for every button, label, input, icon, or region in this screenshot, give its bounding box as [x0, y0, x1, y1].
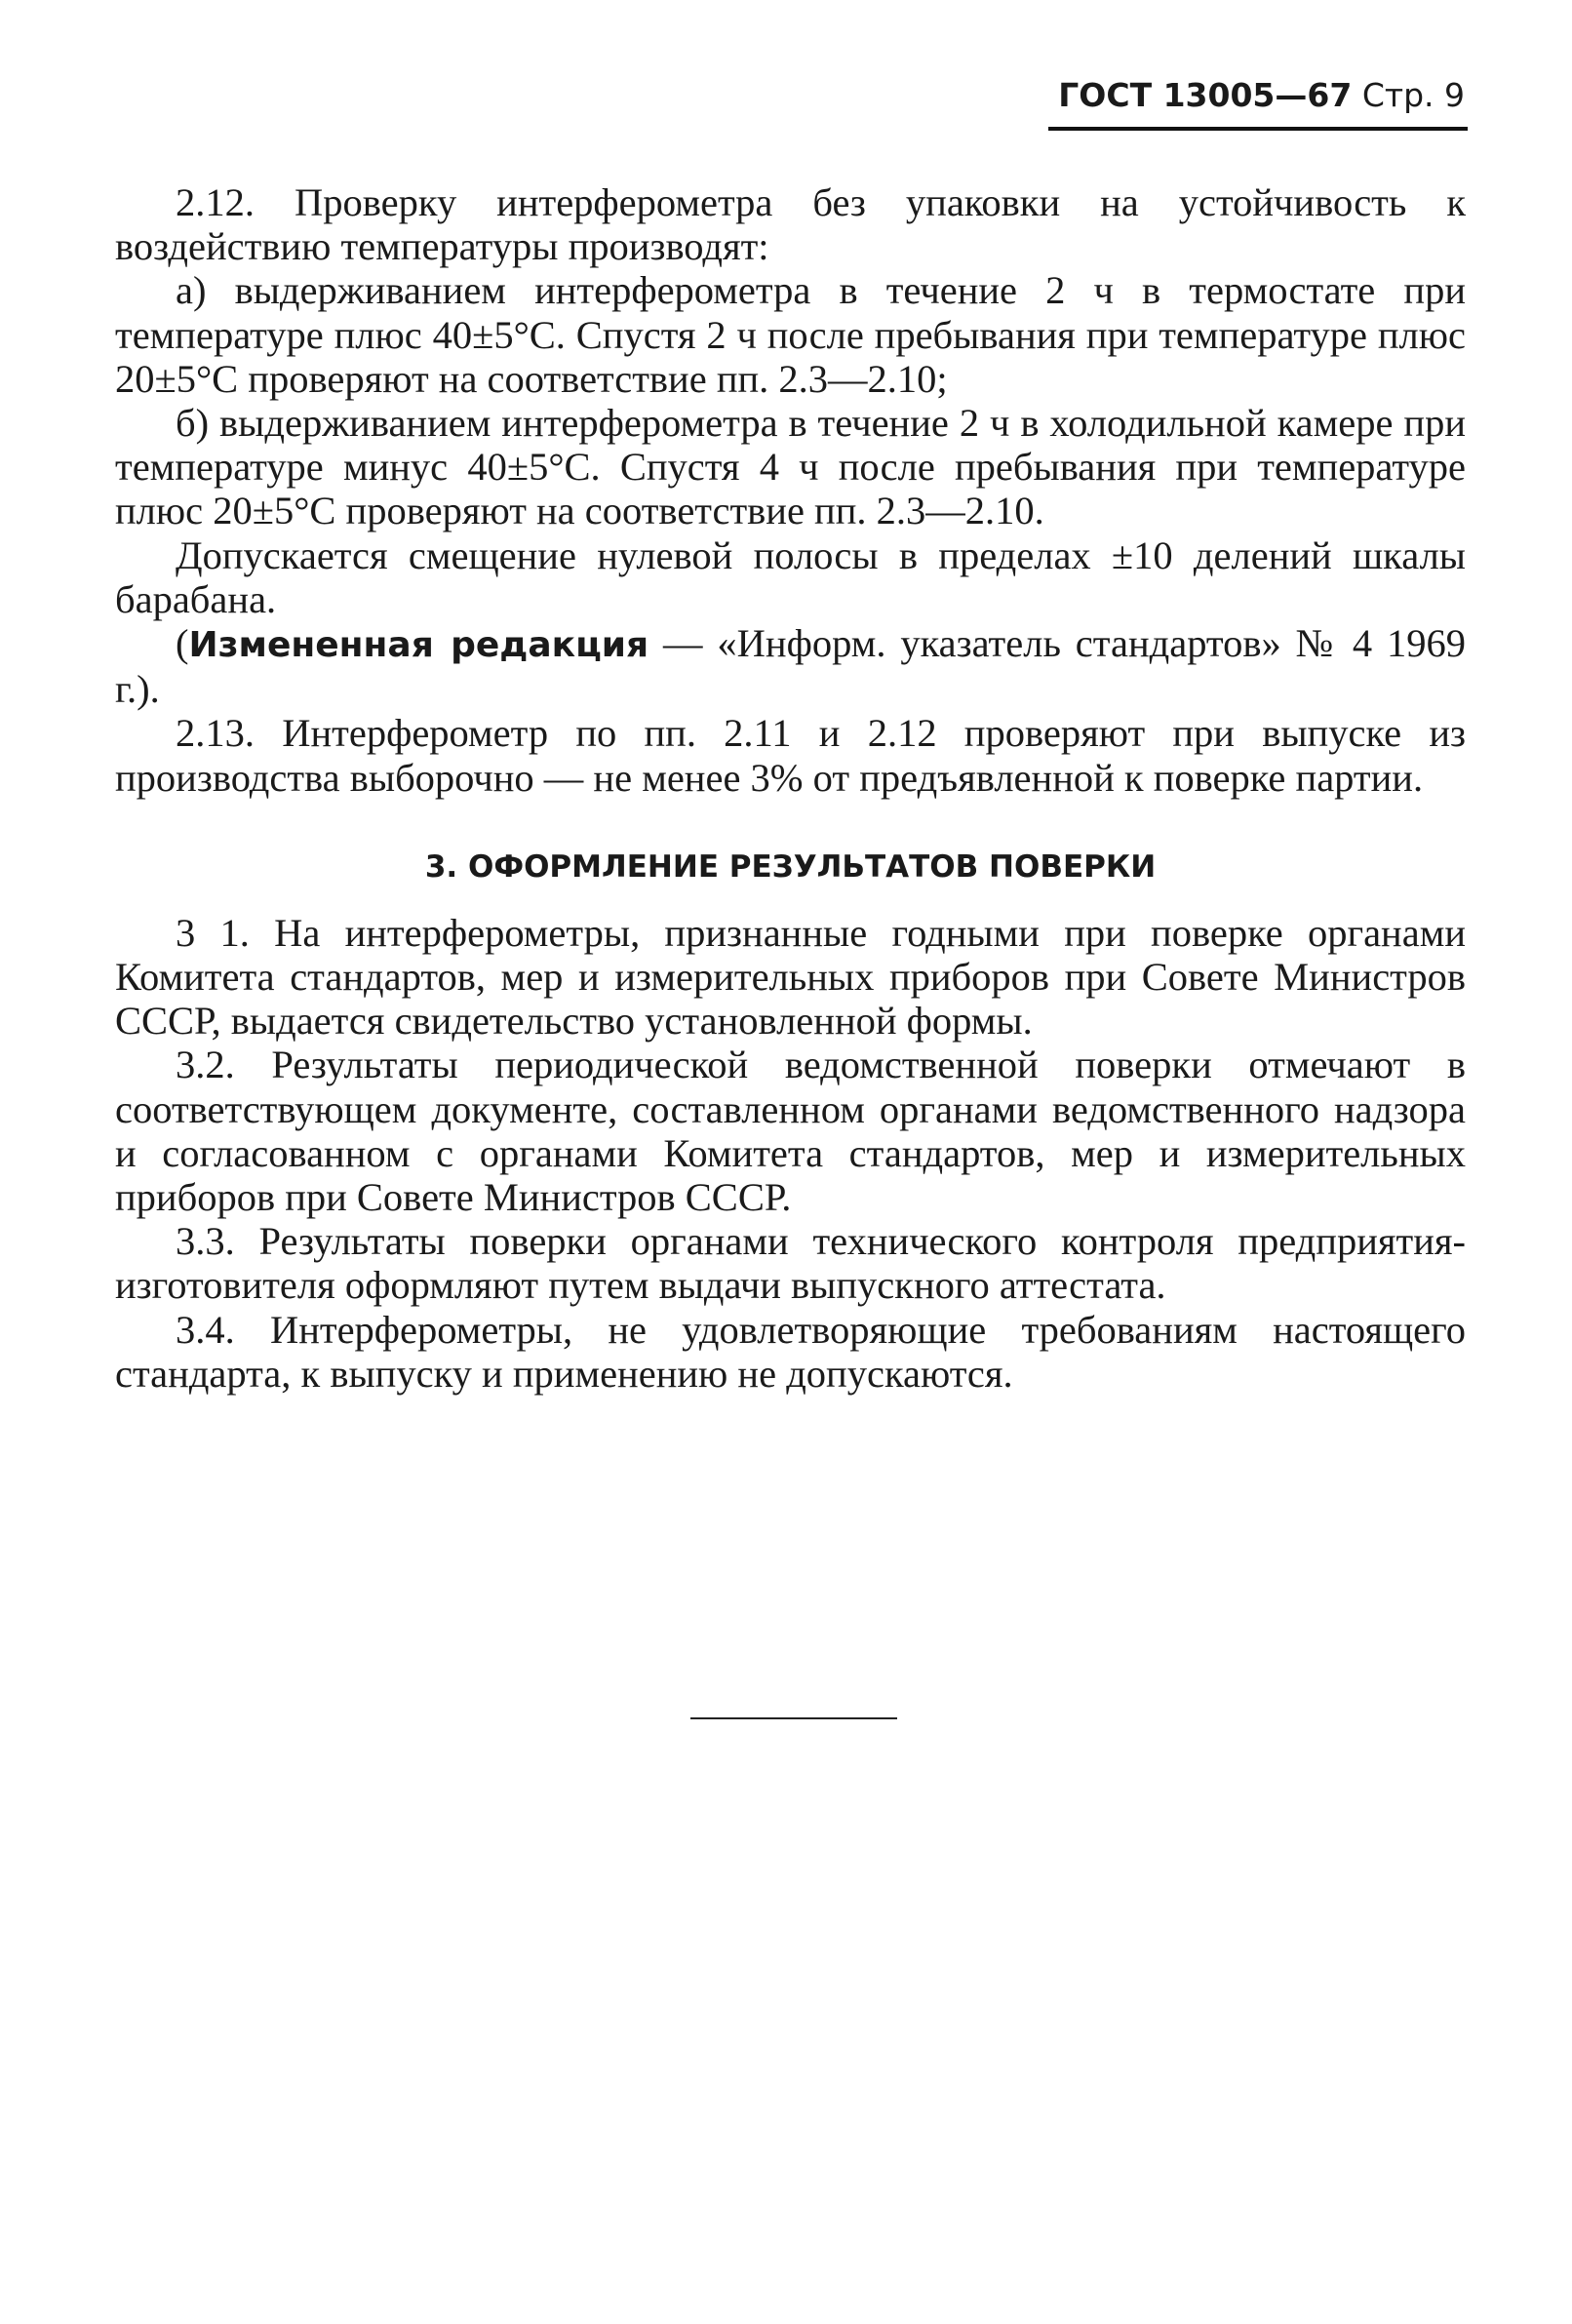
end-rule	[690, 1717, 897, 1719]
document-body	[115, 180, 1466, 1396]
clause-3-1: 3 1. На интерферометры, признанные годными при поверке органами Комитета стандартов, мер и измерительных приборов при Совете Министров СССР, выдается свидетельство установленной формы.	[115, 910, 1466, 1044]
clause-3-2: 3.2. Результаты периодической ведомственной поверки отмечают в соответствующем документе, составленном органами ведомственного надзора и согласованном с органами Комитета стандартов, мер и измерительных приборов при Совете Министров СССР.	[115, 1043, 1466, 1220]
clause-2-12-b: б) выдерживанием интерферометра в течение 2 ч в холодильной камере при температуре минус 40±5°С. Спустя 4 ч после пребывания при температуре плюс 20±5°С проверяют на соответствие пп. 2.3—2.10.	[115, 401, 1466, 533]
edition-label: Измененная редакция	[188, 625, 649, 666]
page-header	[1045, 72, 1465, 131]
section-3-heading: 3. ОФОРМЛЕНИЕ РЕЗУЛЬТАТОВ ПОВЕРКИ	[424, 848, 1157, 885]
clause-2-12: 2.12. Проверку интерферометра без упаковки на устойчивость к воздействию температуры производят:	[115, 180, 1466, 269]
clause-2-12-a: а) выдерживанием интерферометра в течение 2 ч в термостате при температуре плюс 40±5°С. Спустя 2 ч после пребывания при температуре плюс 20±5°С проверяют на соответствие пп. 2.3—2.10;	[115, 268, 1466, 401]
edition-open: (	[176, 621, 189, 666]
standard-number: ГОСТ 13005—67	[1058, 76, 1353, 114]
edition-note	[115, 621, 1466, 711]
header-rule	[1048, 127, 1468, 131]
edition-reference: — «Информ. указатель стандартов» № 4 1969 г.).	[115, 621, 1467, 712]
clause-3-3: 3.3. Результаты поверки органами технического контроля предприятия-изготовителя оформляют путем выдачи выпускного аттестата.	[115, 1219, 1466, 1308]
tolerance-paragraph: Допускается смещение нулевой полосы в пределах ±10 делений шкалы барабана.	[115, 532, 1466, 621]
clause-2-13: 2.13. Интерферометр по пп. 2.11 и 2.12 проверяют при выпуске из производства выборочно — не менее 3% от предъявленной к поверке партии.	[115, 711, 1466, 800]
page-number: Стр. 9	[1361, 76, 1465, 114]
clause-3-4: 3.4. Интерферометры, не удовлетворяющие требованиям настоящего стандарта, к выпуску и применению не допускаются.	[115, 1307, 1466, 1396]
